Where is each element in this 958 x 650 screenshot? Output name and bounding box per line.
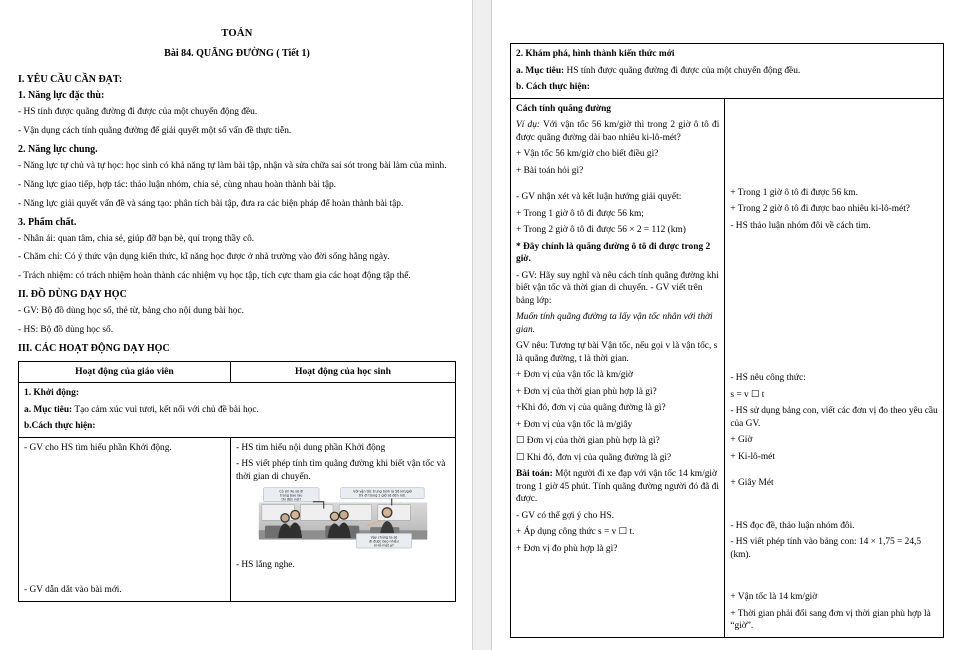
method-label: b. Cách thực hiện: [516,82,590,92]
teacher-question: ☐ Đơn vị của thời gian phù hợp là gì? [516,436,660,446]
activity-label: 2. Khám phá, hình thành kiến thức mới [516,49,675,59]
student-action: - HS tìm hiểu nội dung phần Khởi động [235,442,386,453]
page-left [0,0,472,650]
student-action: - HS lắng nghe. [235,560,295,571]
svg-text:ki-lô-mét ạ?: ki-lô-mét ạ? [374,543,394,548]
paragraph: - Năng lực giao tiếp, hợp tác: thảo luận nhóm, chia sẻ, cùng nhau hoàn thành bài tập. [18,179,337,190]
table-header-row [19,362,456,383]
content-title: Cách tính quãng đường [516,103,611,114]
teacher-action: - GV có thể gợi ý cho HS. [516,510,615,521]
table-cell-teacher [19,437,231,601]
student-answer: + Thời gian phải đổi sang đơn vị thời gian phù hợp là “giờ”. [730,608,931,631]
student-formula: s = v ☐ t [730,389,765,400]
student-answer: + Giờ [730,435,753,445]
teacher-action: - GV dẫn dắt vào bài mới. [24,585,122,596]
problem-text: Một người đi xe đạp với vận tốc 14 km/giờ trong 1 giờ 45 phút. Tính quãng đường người đó đã đi được. [516,469,719,504]
objective-text: HS tính được quãng đường đi được của một chuyển động đều. [564,65,801,76]
teacher-action: GV nêu: Tương tự bài Vận tốc, nếu gọi v là vận tốc, s là quãng đường, t là thời gian. [516,341,718,364]
table-row [19,383,456,438]
teacher-action: - GV cho HS tìm hiểu phần Khởi động. [24,442,172,453]
layout-spacer [730,236,938,310]
svg-text:trong bao lâu: trong bao lâu [280,493,303,498]
objective-text: Tạo cảm xúc vui tươi, kết nối với chủ đề bài học. [72,404,259,415]
example-line [516,119,719,144]
formula-rule-text: Muốn tính quãng đường ta lấy vận tốc nhân với thời gian. [516,312,713,335]
svg-text:Với vận tốc trung bình là 56 k: Với vận tốc trung bình là 56 km/giờ [353,489,412,494]
student-answer: + Trong 1 giờ ô tô đi được 56 km. [730,187,858,198]
subsection-heading-2: 2. Năng lực chung. [18,143,98,155]
teacher-action: - GV nhận xét và kết luận hướng giải quyết: [516,192,682,202]
table-cell-student [230,437,455,601]
objective-label: a. Mục tiêu: [24,404,73,415]
student-action: - HS viết phép tính tìm quãng đường khi biết vận tốc và thời gian di chuyển. [235,459,446,482]
svg-text:thì đi trong 2 giờ sẽ đến nơi.: thì đi trong 2 giờ sẽ đến nơi. [358,493,406,498]
table-cell-intro [19,383,456,438]
student-answer: + Vận tốc là 14 km/giờ [730,592,818,602]
teacher-note: * Đây chính là quãng đường ô tô đi được trong 2 giờ. [516,241,711,264]
table-cell-teacher [511,98,725,637]
page-right [492,0,958,650]
section-heading-i: I. YÊU CẦU CẦN ĐẠT: [18,74,123,85]
layout-spacer [24,532,225,584]
subsection-heading-1: 1. Năng lực đặc thù: [18,90,105,101]
paragraph: - Năng lực giải quyết vấn đề và sáng tạo: phân tích bài tập, đưa ra các biện pháp để hoàn thành bài tập. [18,198,404,209]
paragraph: - Vận dụng cách tính quãng đường để giải quyết một số vấn đề thực tiễn. [18,125,292,136]
layout-spacer [730,467,938,477]
column-header-teacher: Hoạt động của giáo viên [19,362,231,383]
section-heading-ii: II. ĐỒ DÙNG DẠY HỌC [18,289,127,301]
column-header-student: Hoạt động của học sinh [230,362,455,383]
page-title: TOÁN [221,28,253,39]
paragraph: - Chăm chỉ: Có ý thức vận dụng kiến thức, kĩ năng học được ở nhà trường vào đời sống hằng ngày. [18,252,390,263]
activities-table-left [18,361,456,602]
activity-label: 1. Khởi động: [24,388,79,399]
teacher-question: + Vận tốc 56 km/giờ cho biết điều gì? [516,149,659,159]
activities-table-right [510,43,944,638]
method-label: b.Cách thực hiện: [24,421,96,432]
teacher-question: + Đơn vị của vận tốc là km/giờ [516,370,633,380]
layout-spacer [516,181,719,191]
teacher-question: + Đơn vị của vận tốc là m/giây [516,419,633,430]
objective-line [516,65,938,78]
teacher-question: +Khi đó, đơn vị của quãng đường là gì? [516,403,666,413]
layout-spacer [730,310,938,362]
example-label: Ví dụ: [516,120,540,130]
paragraph: - Nhân ái: quan tâm, chia sẻ, giúp đỡ bạn bè, quí trọng thầy cô. [18,233,255,244]
layout-spacer [730,362,938,372]
teacher-question: + Đơn vị của thời gian phù hợp là gì? [516,386,657,397]
table-cell-intro [511,44,944,99]
bus-passengers-illustration [236,487,450,555]
paragraph: - Trách nhiệm: có trách nhiệm hoàn thành các nhiệm vụ học tập, tích cực tham gia các hoạt động tập thể. [18,271,411,282]
student-action: - HS sử dụng bảng con, viết các đơn vị đo theo yêu cầu của GV. [730,406,938,429]
paragraph: - Năng lực tự chủ và tự học: học sinh có khả năng tự làm bài tập, nhận và sửa chữa sai sót trong bài làm của mình. [18,160,447,171]
objective-line [24,404,450,417]
speech-bubble-bottom [356,533,412,548]
layout-spacer [730,494,938,520]
section-heading-iii: III. CÁC HOẠT ĐỘNG DẠY HỌC [18,343,170,355]
layout-spacer [24,458,225,532]
student-action: - HS đọc đề, thảo luận nhóm đôi. [730,520,855,531]
problem-label: Bài toán: [516,469,553,479]
student-answer: + Trong 2 giờ ô tô đi được bao nhiêu ki-lô-mét? [730,204,910,214]
teacher-step: + Trong 1 giờ ô tô đi được 56 km; [516,208,644,219]
table-row [511,98,944,637]
table-cell-student [725,98,944,637]
subsection-heading-3: 3. Phẩm chất. [18,216,77,228]
student-action: - HS nêu công thức: [730,373,806,383]
teacher-question: + Bài toán hỏi gì? [516,165,584,176]
teacher-question: ☐ Khi đó, đơn vị của quãng đường là gì? [516,452,672,463]
page-gutter [472,0,492,650]
example-text: Với vận tốc 56 km/giờ thì trong 2 giờ ô tô đi được quãng đường dài bao nhiêu ki-lô-mét? [516,120,720,143]
svg-text:Có ơi! Xe sẽ đi: Có ơi! Xe sẽ đi [279,489,304,494]
teacher-hint: + Đơn vị đo phù hợp là gì? [516,543,618,554]
student-action: - HS thảo luận nhóm đôi về cách tìm. [730,220,871,231]
paragraph: - GV: Bộ đồ dùng học số, thẻ từ, bảng cho nội dung bài học. [18,306,244,317]
paragraph: - HS: Bộ đồ dùng học số. [18,325,114,336]
objective-label: a. Mục tiêu: [516,65,565,76]
svg-text:thì đến nơi?: thì đến nơi? [281,497,301,502]
paragraph: - HS tính được quãng đường đi được của một chuyển động đều. [18,107,258,117]
student-answer: + Ki-lô-mét [730,451,775,462]
teacher-step: + Trong 2 giờ ô tô đi được 56 × 2 = 112 (km) [516,225,686,235]
problem-line [516,468,719,506]
student-answer: + Giây Mét [730,478,774,488]
layout-spacer [730,565,938,591]
teacher-action: - GV: Hãy suy nghĩ và nêu cách tính quãng đường khi biết vận tốc và thời gian di chuyển. - GV viết trên bảng lớp: [516,270,719,306]
layout-spacer [730,103,938,177]
svg-text:Vậy chúng ta sẽ: Vậy chúng ta sẽ [370,535,398,540]
page-subtitle: Bài 84. QUÃNG ĐƯỜNG ( Tiết 1) [164,48,310,59]
table-row [511,44,944,99]
svg-text:đi được bao nhiêu: đi được bao nhiêu [369,539,399,544]
student-action: - HS viết phép tính vào bảng con: 14 × 1,75 = 24,5 (km). [730,537,922,560]
teacher-hint: + Áp dụng công thức s = v ☐ t. [516,527,635,537]
table-row [19,437,456,601]
layout-spacer [730,177,938,187]
